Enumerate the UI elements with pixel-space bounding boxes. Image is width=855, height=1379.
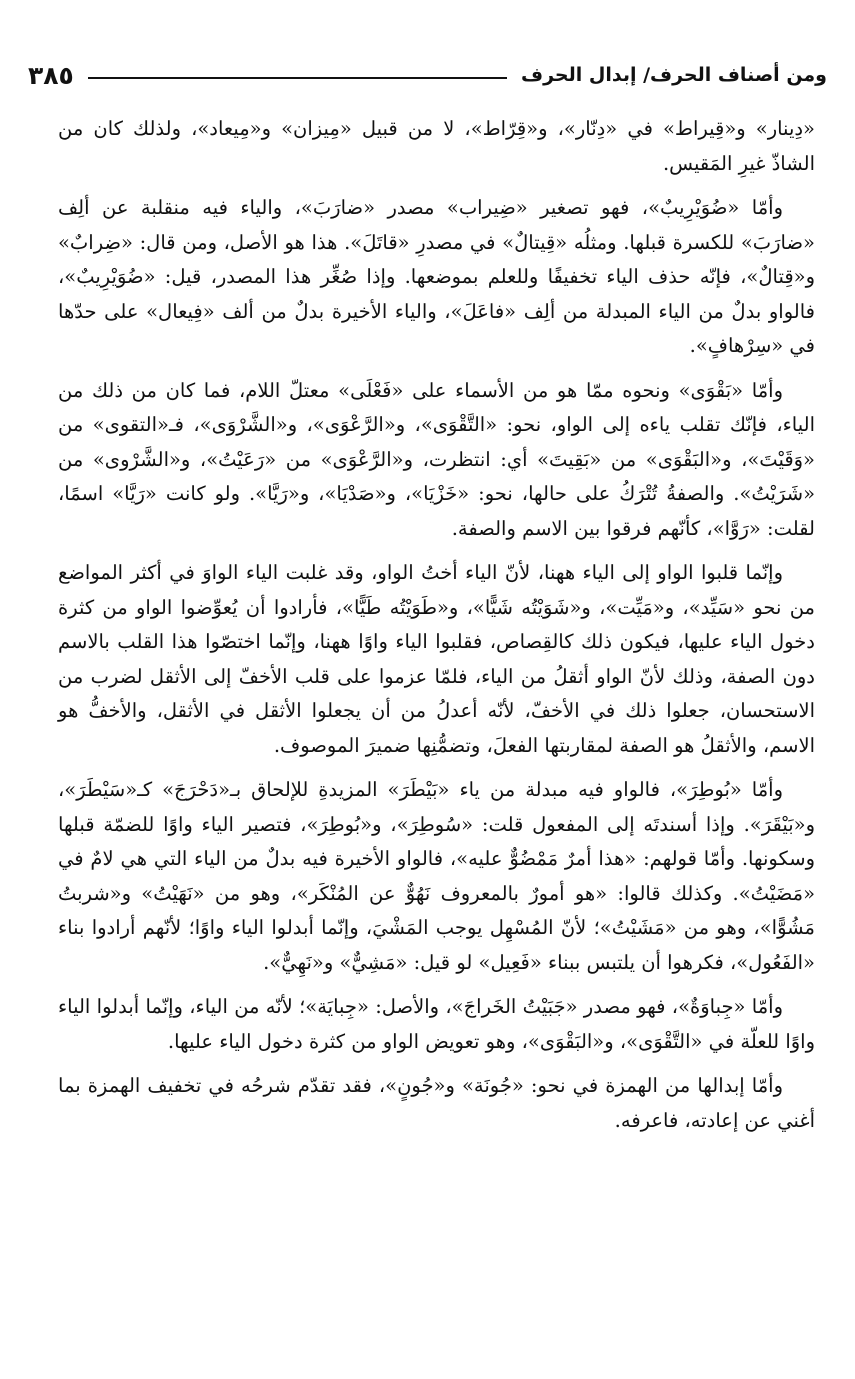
paragraph: وإنّما قلبوا الواو إلى الياء ههنا، لأنّ الياء أختُ الواو، وقد غلبت الياء الواوَ في أكثر المواضع من نحو «سَيِّد»، و«مَيِّت»، و«شَوَيْتُه شَيًّا»، و«طَوَيْتُه طَيًّا»، فأرادوا أن يُعوِّضوا الواو من كثرة دخول الياء عليها، فيكون ذلك كالقِصاص، فقلبوا الياء واوًا ههنا، وإنّما اختصّوا هذا القلب بالاسم دون الصفة، وذلك لأنّ الواو أثقلُ من الياء، فلمّا عزموا على قلب الأخفّ إلى الأثقل لضرب من الاستحسان، جعلوا ذلك في الأخفّ، لأنّه أعدلُ من أن يجعلوا الأثقل في الأثقل، والأخفُّ هو الاسم، والأثقلُ هو الصفة لمقاربتها الفعلَ، وتضمُّنِها ضميرَ الموصوف.	[58, 561, 815, 757]
paragraph: وأمّا إبدالها من الهمزة في نحو: «جُونَة» و«جُونٍ»، فقد تقدّم شرحُه في تخفيف الهمزة بما أغني عن إعادته، فاعرفه.	[58, 1074, 815, 1132]
paragraph: وأمّا «بَقْوَى» ونحوه ممّا هو من الأسماء على «فَعْلَى» معتلّ اللام، فما كان من ذلك من الياء، فإنّك تقلب ياءه إلى الواو، نحو: «التَّقْوَى»، و«الرَّعْوَى»، و«الشَّرْوَى»، فـ«التقوى» من «وَقَيْتَ»، و«البَقْوَى» من «بَقِيتَ» أي: انتظرت، و«الرَّعْوَى» من «رَعَيْتُ»، و«الشَّرْوى» من «شَرَيْتُ». والصفةُ تُتْرَكُ على حالها، نحو: «خَزْيَا»، و«صَدْيَا»، و«رَيَّا». ولو كانت «رَيَّا» اسمًا، لقلت: «رَوَّا»، كأنّهم فرقوا بين الاسم والصفة.	[58, 378, 815, 540]
paragraph: وأمّا «جِباوَةٌ»، فهو مصدر «جَبَيْتُ الخَراجَ»، والأصل: «جِبايَة»؛ لأنّه من الياء، وإنّما أبدلوا الياء واوًا للعلّة في «التَّقْوَى»، و«البَقْوَى»، وهو تعويض الواو من كثرة دخول الياء عليها.	[58, 995, 815, 1053]
header-rule	[88, 77, 507, 79]
page-number: ٣٨٥	[28, 60, 74, 90]
paragraph: وأمّا «ضُوَيْرِيبٌ»، فهو تصغير «ضِيراب» مصدر «ضارَبَ»، والياء فيه منقلبة عن ألِف «ضارَبَ» للكسرة قبلها. ومثلُه «قِيتالٌ» في مصدرِ «قاتَلَ». هذا هو الأصل، ومن قال: «ضِرابٌ» و«قِتالٌ»، فإنّه حذف الياء تخفيفًا وللعلم بموضعها. وإذا صُغِّر هذا المصدر، قيل: «ضُوَيْرِيبٌ»، فالواو بدلٌ من الياء المبدلة من ألِف «فاعَلَ»، والياء الأخيرة بدلٌ من ألف «فِيعال» على حدّها في «سِرْهافٍ».	[58, 196, 815, 357]
paragraph: «دِينار» و«قِيراط» في «دِنّار»، و«قِرّاط»، لا من قبيل «مِيزان» و«مِيعاد»، ولذلك كان من الشاذّ غيرِ المَقيس.	[58, 117, 815, 175]
paragraph: وأمّا «بُوطِرَ»، فالواو فيه مبدلة من ياء «بَيْطَرَ» المزيدةِ للإلحاق بـ«دَحْرَجَ» كـ«سَيْطَرَ»، و«بَيْقَرَ». وإذا أسندتَه إلى المفعول قلت: «سُوطِرَ»، و«بُوطِرَ»، فتصير الياء واوًا للضمّة قبلها وسكونها. وأمّا قولهم: «هذا أمرٌ مَمْضُوٌّ عليه»، فالواو الأخيرة فيه بدلٌ من الياء التي هي لامٌ في «مَضَيْتُ». وكذلك قالوا: «هو أمورٌ بالمعروف نَهُوٌّ عن المُنْكَر»، وهو من «نَهَيْتُ» و«شربتُ مَشُوًّا»، وهو من «مَشَيْتُ»؛ لأنّ المُسْهِل يوجب المَشْيَ، وإنّما أبدلوا الياء واوًا؛ لأنّهم أرادوا بناء «الفَعُول»، فكرهوا أن يلتبس ببناء «فَعِيل» لو قيل: «مَشِيٌّ» و«نَهِيٌّ».	[58, 778, 815, 974]
body-text	[58, 112, 815, 1148]
header-title: ومن أصناف الحرف/ إبدال الحرف	[521, 64, 827, 86]
running-header	[28, 55, 827, 95]
